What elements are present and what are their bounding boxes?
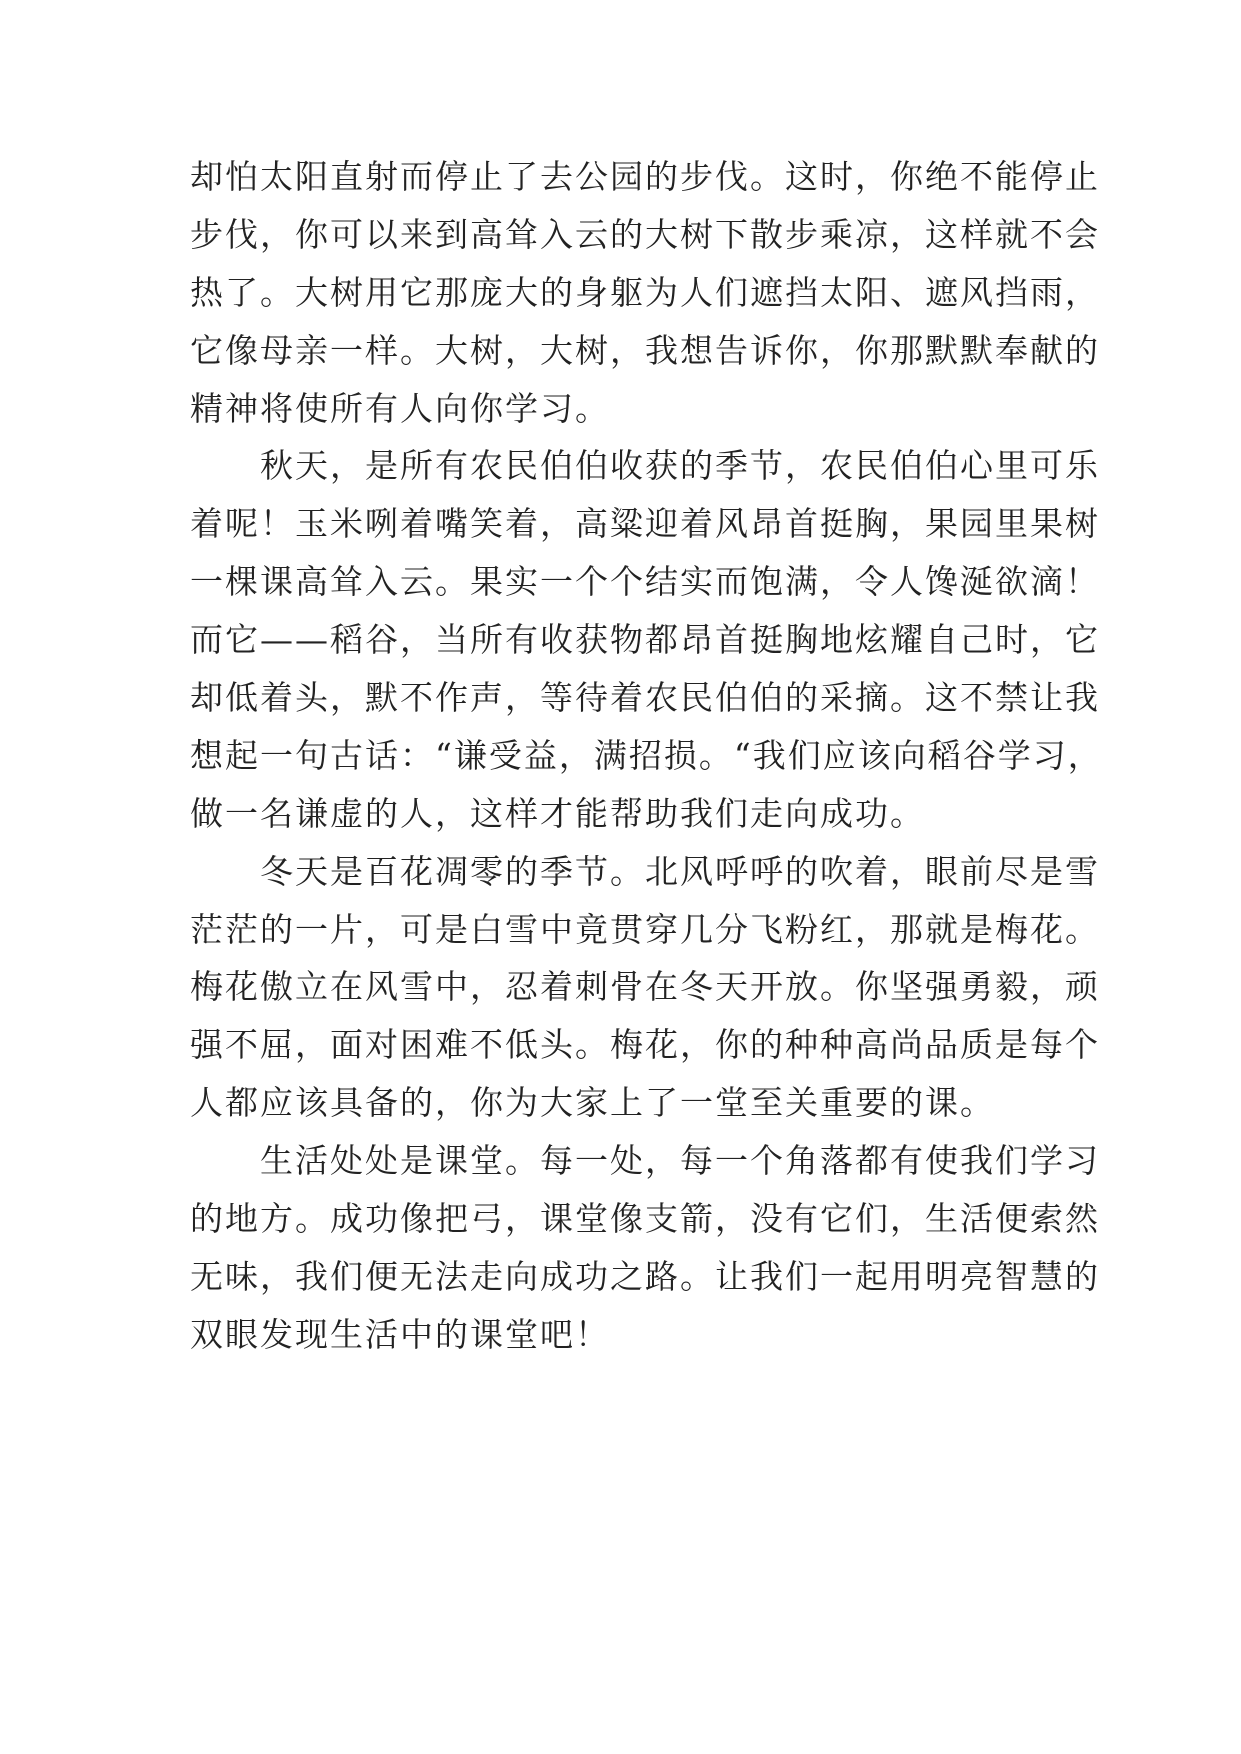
text-line: 却怕太阳直射而停止了去公园的步伐。这时，你绝不能停止 <box>190 157 1100 196</box>
text-line: 热了。大树用它那庞大的身躯为人们遮挡太阳、遮风挡雨， <box>190 272 1100 312</box>
text-line: 生活处处是课堂。每一处，每一个角落都有使我们学习 <box>190 1141 1100 1181</box>
text-line: 人都应该具备的，你为大家上了一堂至关重要的课。 <box>190 1083 995 1123</box>
text-line: 的地方。成功像把弓，课堂像支箭，没有它们，生活便索然 <box>190 1199 1100 1239</box>
text-line: 做一名谦虚的人，这样才能帮助我们走向成功。 <box>190 793 925 833</box>
text-line: 茫茫的一片，可是白雪中竟贯穿几分飞粉红，那就是梅花。 <box>190 909 1100 949</box>
text-line: 步伐，你可以来到高耸入云的大树下散步乘凉，这样就不会 <box>190 214 1100 254</box>
text-line: 着呢！玉米咧着嘴笑着，高粱迎着风昂首挺胸，果园里果树 <box>190 504 1100 544</box>
text-line: 双眼发现生活中的课堂吧！ <box>190 1314 610 1354</box>
text-line: 想起一句古话：“谦受益，满招损。“我们应该向稻谷学习， <box>190 735 1103 775</box>
essay-body <box>190 148 1103 1364</box>
text-line: 强不屈，面对困难不低头。梅花，你的种种高尚品质是每个 <box>190 1025 1100 1065</box>
text-line: 梅花傲立在风雪中，忍着刺骨在冬天开放。你坚强勇毅，顽 <box>190 967 1100 1007</box>
text-line: 它像母亲一样。大树，大树，我想告诉你，你那默默奉献的 <box>190 330 1100 370</box>
text-line: 无味，我们便无法走向成功之路。让我们一起用明亮智慧的 <box>190 1256 1100 1296</box>
text-line: 秋天，是所有农民伯伯收获的季节，农民伯伯心里可乐 <box>190 446 1100 486</box>
text-line: 却低着头，默不作声，等待着农民伯伯的采摘。这不禁让我 <box>190 678 1100 718</box>
text-line: 精神将使所有人向你学习。 <box>190 388 610 428</box>
text-line: 冬天是百花凋零的季节。北风呼呼的吹着，眼前尽是雪 <box>190 851 1100 891</box>
text-line: 一棵课高耸入云。果实一个个结实而饱满，令人馋涎欲滴！ <box>190 562 1100 602</box>
text-line: 而它——稻谷，当所有收获物都昂首挺胸地炫耀自己时，它 <box>190 620 1100 660</box>
